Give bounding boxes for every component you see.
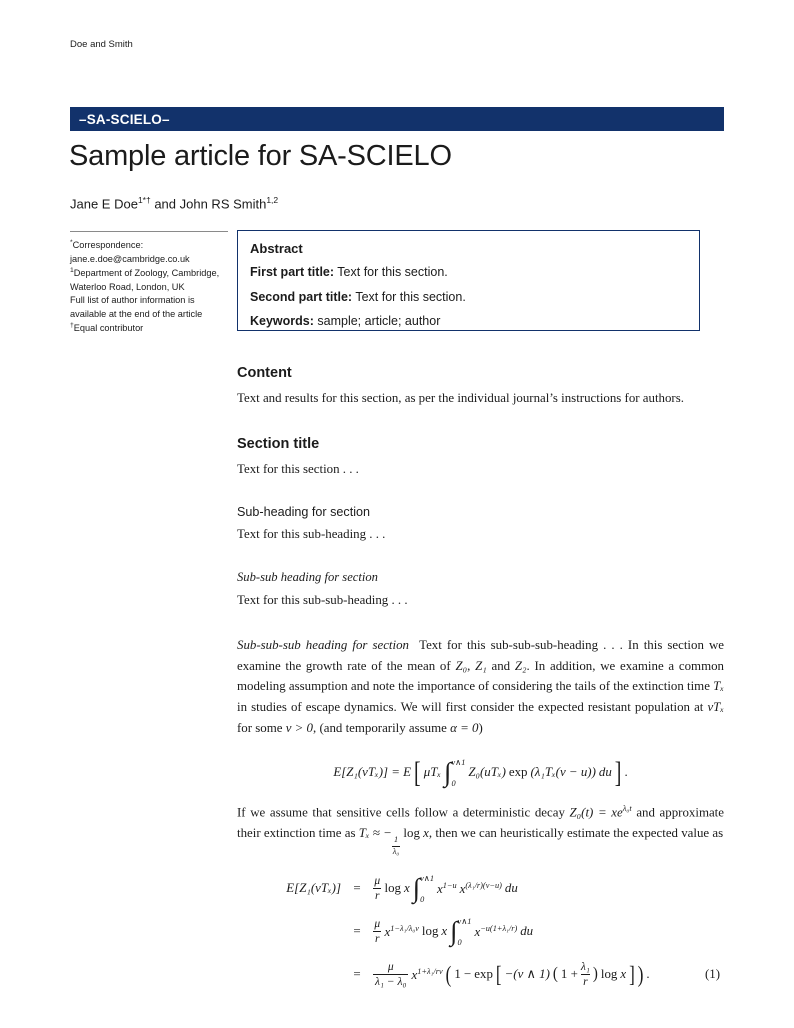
equation-line-2 <box>237 915 724 949</box>
content-heading: Content <box>237 365 292 381</box>
body-text: . In addition, we examine a common modeling assumption and note the importance of considering the tails of the extinction time <box>237 658 725 694</box>
equation-lhs: E[Z₁(vTₓ)] <box>286 881 341 896</box>
integral-sign: ∫ <box>444 757 452 788</box>
body-text: and approximate their extinction time as <box>237 805 724 841</box>
journal-banner-text: –SA-SCIELO– <box>79 111 170 127</box>
close-paren: ) <box>637 962 644 988</box>
fraction-denominator: λ₀ <box>392 846 400 856</box>
body-text: , then we can heuristically estimate the expected value as <box>428 826 724 841</box>
section-heading: Section title <box>237 435 320 452</box>
base: x <box>437 881 443 896</box>
math-var: x <box>423 826 429 841</box>
exponent: 1−u <box>442 880 457 890</box>
abstract-item-label: Second part title: <box>250 289 353 304</box>
exponent: −u(1+λ₁/r) <box>480 923 518 933</box>
integral-limits <box>451 756 465 789</box>
correspondence-note <box>70 238 228 266</box>
math-term: Z₀(t) = xe <box>569 805 623 820</box>
differential: du <box>504 881 518 896</box>
fraction-denominator: r <box>375 933 380 946</box>
math-var: x <box>620 967 627 982</box>
fraction-numerator: 1 <box>393 835 399 845</box>
heuristic-paragraph <box>237 802 724 857</box>
equal-contributor-text: Equal contributor <box>73 323 144 334</box>
math-term: −(v ∧ 1) <box>504 967 550 982</box>
math-function: exp <box>508 765 528 780</box>
close-paren: ) <box>592 965 598 984</box>
subsub-heading: Sub-sub heading for section <box>237 569 378 584</box>
math-var: α = 0 <box>450 721 479 736</box>
integral-upper-limit: v∧1 <box>451 758 466 768</box>
close-bracket: ] <box>629 962 635 988</box>
sub-heading: Sub-heading for section <box>237 504 371 519</box>
fraction-numerator: μ <box>374 874 381 887</box>
math-function: log <box>421 924 439 939</box>
integral-upper-limit: v∧1 <box>457 917 472 927</box>
full-author-list-note: Full list of author information is available at the end of the article <box>70 295 203 319</box>
math-var: vTₓ <box>707 700 724 715</box>
integral-lower-limit: 0 <box>420 895 425 905</box>
keywords-text: sample; article; author <box>317 314 441 328</box>
math-var: v > 0 <box>285 721 313 736</box>
math-var: x <box>403 881 410 896</box>
integral-lower-limit: 0 <box>457 938 462 948</box>
equation-number: (1) <box>704 967 720 982</box>
journal-banner <box>70 107 724 131</box>
abstract-box <box>237 230 700 331</box>
fraction-denominator: λ₁ − λ₀ <box>375 976 407 989</box>
math-var: x <box>441 924 448 939</box>
abstract-item <box>250 264 687 282</box>
integral <box>444 756 465 789</box>
math-exponent: λ₀t <box>622 803 632 814</box>
power-term <box>411 967 442 983</box>
body-text: ) <box>478 721 483 736</box>
power-term <box>384 924 418 940</box>
fraction-numerator: μ <box>374 917 381 930</box>
integral-limits <box>420 872 434 905</box>
equation-lhs: E[Z₁(vTₓ)] = E <box>333 765 412 780</box>
affiliation-text: Department of Zoology, Cambridge, Waterloo Road, London, UK <box>70 268 220 292</box>
integral <box>413 872 434 905</box>
integral-upper-limit: v∧1 <box>420 874 435 884</box>
article-title: Sample article for SA-SCIELO <box>69 140 452 172</box>
content-paragraph: Text and results for this section, as per the individual journal’s instructions for authors. <box>237 391 684 405</box>
exponent: 1+λ₁/rv <box>417 966 443 976</box>
body-text: and <box>486 658 515 673</box>
fraction <box>373 917 381 947</box>
math-term: 1 − <box>454 967 472 982</box>
base: x <box>474 924 481 939</box>
body-text: If we assume that sensitive cells follow a deterministic decay <box>237 805 570 820</box>
math-function: exp <box>474 967 493 982</box>
body-text: , (and temporarily assume <box>313 721 451 736</box>
math-var: Z₀ <box>455 658 468 673</box>
exponent: (λ₁/r)(v−u) <box>465 880 502 890</box>
equation-rhs <box>373 915 724 948</box>
open-paren: ( <box>552 965 558 984</box>
power-term <box>474 924 517 940</box>
integral-sign: ∫ <box>412 873 421 904</box>
authors-joiner: and <box>150 196 180 212</box>
power-term <box>460 881 502 897</box>
correspondence-marker: * <box>70 239 73 246</box>
integral-lower-limit: 0 <box>451 779 456 789</box>
author-2-affiliation-marks: 1,2 <box>266 195 279 205</box>
equals-sign: = <box>353 967 361 982</box>
author-1-affiliation-marks: 1*† <box>137 195 151 205</box>
equation-line-1 <box>237 872 724 906</box>
fraction <box>373 960 408 990</box>
math-var: Z₁ <box>475 658 487 673</box>
numbered-equation-block <box>237 872 724 992</box>
math-term: du <box>598 765 612 780</box>
body-text: Text for this sub-sub-sub-heading . . . In this section we examine the growth rate of the mean of <box>237 637 724 673</box>
fraction-denominator: r <box>375 890 380 903</box>
sub-paragraph: Text for this sub-heading . . . <box>237 526 386 541</box>
integral-limits <box>458 915 472 948</box>
math-term: μTₓ <box>423 765 442 780</box>
math-function: log <box>403 826 420 841</box>
base: x <box>411 967 418 982</box>
fraction-numerator: λ₁ <box>580 960 590 973</box>
exponent: 1−λ₁/λ₀v <box>390 923 419 933</box>
body-text: , <box>467 658 476 673</box>
integral <box>450 915 471 948</box>
section-paragraph: Text for this section . . . <box>237 461 359 476</box>
abstract-keywords <box>250 313 687 331</box>
subsubsub-paragraph <box>237 635 724 740</box>
equation-period: . <box>646 967 650 982</box>
open-bracket: [ <box>414 756 421 790</box>
close-bracket: ] <box>614 756 622 790</box>
subsub-paragraph: Text for this sub-sub-heading . . . <box>237 592 408 607</box>
author-2-name: John RS Smith <box>179 196 267 212</box>
article-body <box>237 361 724 1001</box>
running-header: Doe and Smith <box>70 39 133 50</box>
math-term: (λ₁Tₓ(v − u)) <box>530 765 596 780</box>
math-term: Z₀(uTₓ) <box>468 765 506 780</box>
body-text: for some <box>237 721 286 736</box>
power-term <box>437 881 457 897</box>
equals-sign: = <box>353 881 361 896</box>
abstract-item-label: First part title: <box>250 265 335 279</box>
base: x <box>459 881 466 896</box>
fraction-numerator: μ <box>387 960 394 973</box>
abstract-item-text: Text for this section. <box>355 289 466 304</box>
abstract-item <box>250 289 687 307</box>
base: x <box>384 924 391 939</box>
integral-sign: ∫ <box>450 916 458 947</box>
math-var: Tₓ <box>713 679 724 694</box>
keywords-label: Keywords: <box>250 314 314 328</box>
author-info-sidebar <box>70 231 228 336</box>
author-1-name: Jane E Doe <box>70 196 138 212</box>
equal-contributor-note <box>70 321 228 336</box>
fraction <box>581 960 590 990</box>
math-term: 1 + <box>560 967 578 982</box>
abstract-item-text: Text for this section. <box>337 265 448 279</box>
math-function: log <box>600 967 618 982</box>
open-paren: ( <box>445 962 452 988</box>
correspondence-text: Correspondence: jane.e.doe@cambridge.co.uk <box>70 240 190 264</box>
fraction-denominator: r <box>583 976 588 989</box>
display-equation <box>237 756 724 789</box>
math-function: log <box>384 881 401 896</box>
equation-rhs <box>373 872 724 905</box>
open-bracket: [ <box>495 962 502 988</box>
equation-period: . <box>624 765 628 780</box>
abstract-heading: Abstract <box>250 241 303 256</box>
affiliation-note <box>70 266 228 294</box>
authors-line <box>70 195 278 211</box>
body-text: in studies of escape dynamics. We will first consider the expected resistant population at <box>237 700 708 715</box>
equation-rhs <box>373 960 724 990</box>
math-term: Tₓ ≈ − <box>358 826 392 841</box>
affiliation-marker: 1 <box>70 267 74 275</box>
fraction <box>373 874 381 904</box>
equals-sign: = <box>353 924 361 939</box>
inline-fraction <box>392 835 400 857</box>
equation-line-3 <box>237 958 724 992</box>
subsubsub-heading: Sub-sub-sub heading for section <box>237 637 409 652</box>
differential: du <box>520 924 534 939</box>
math-var: Z₂ <box>514 658 527 673</box>
equal-contributor-marker: † <box>70 322 74 330</box>
